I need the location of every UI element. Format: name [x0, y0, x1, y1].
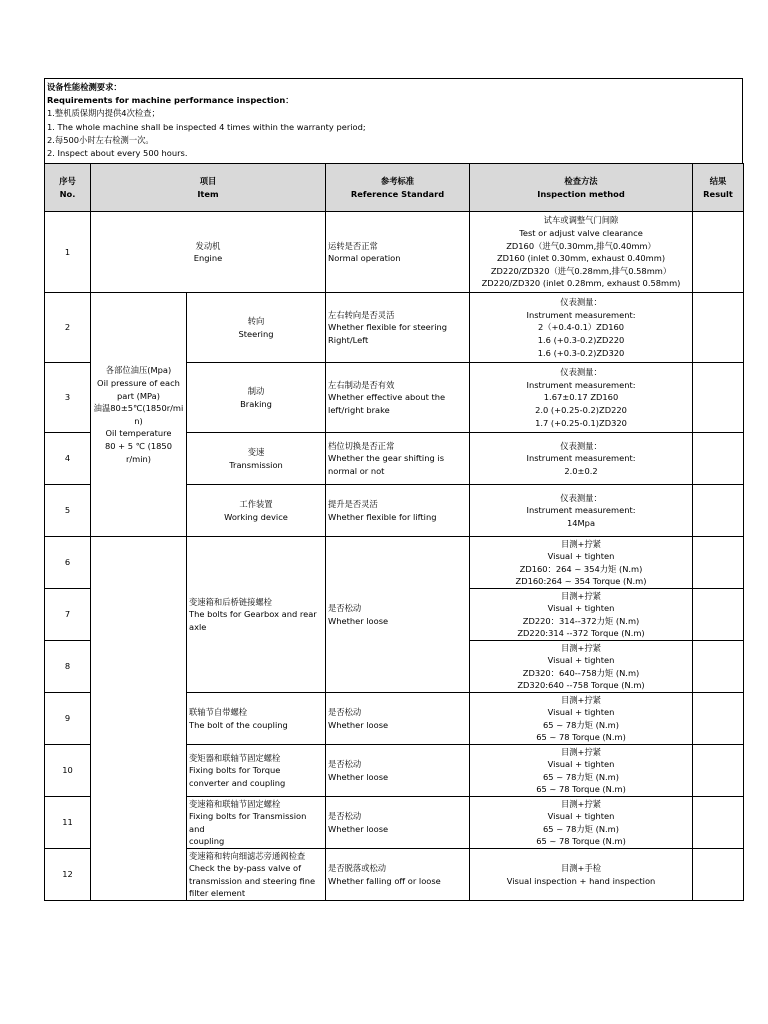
method-cell: 目测+拧紧 Visual + tighten 65 ~ 78力矩 (N.m) 65 ~ 78 Torque (N.m): [470, 797, 693, 849]
result-cell[interactable]: [693, 849, 744, 901]
item-cell: 变速箱和后桥链接螺栓 The bolts for Gearbox and rear axle: [187, 537, 326, 693]
result-cell[interactable]: [693, 745, 744, 797]
sub-item-cell: 变速 Transmission: [187, 433, 326, 485]
row-number: 1: [45, 212, 91, 293]
reference-cell: 档位切换是否正常 Whether the gear shifting is normal or not: [326, 433, 470, 485]
table-header-row: [45, 164, 744, 212]
header-item: 项目 Item: [91, 164, 326, 212]
method-cell: 目测+手检 Visual inspection + hand inspection: [470, 849, 693, 901]
result-cell[interactable]: [693, 797, 744, 849]
reference-cell: 左右制动是否有效 Whether effective about the left/right brake: [326, 363, 470, 433]
reference-cell: 左右转向是否灵活 Whether flexible for steering Right/Left: [326, 293, 470, 363]
intro-item1-en: 1. The whole machine shall be inspected 4 times within the warranty period;: [47, 121, 366, 132]
row-number: 11: [45, 797, 91, 849]
intro-item2-cn: 2.每500小时左右检测一次。: [47, 134, 154, 145]
method-cell: 目测+拧紧 Visual + tighten ZD320：640--758力矩 (N.m) ZD320:640 --758 Torque (N.m): [470, 641, 693, 693]
row-number: 3: [45, 363, 91, 433]
result-cell[interactable]: [693, 293, 744, 363]
row-number: 10: [45, 745, 91, 797]
requirements-intro: [44, 78, 743, 163]
reference-cell: 运转是否正常 Normal operation: [326, 212, 470, 293]
sub-item-cell: 工作装置 Working device: [187, 485, 326, 537]
row-number: 5: [45, 485, 91, 537]
row-number: 7: [45, 589, 91, 641]
reference-cell: 是否脱落或松动 Whether falling off or loose: [326, 849, 470, 901]
method-cell: 目测+拧紧 Visual + tighten ZD220：314--372力矩 (N.m) ZD220:314 --372 Torque (N.m): [470, 589, 693, 641]
method-cell: 仪表测量： Instrument measurement: 1.67±0.17 ZD160 2.0 (+0.25-0.2)ZD220 1.7 (+0.25-0.1)ZD320: [470, 363, 693, 433]
result-cell[interactable]: [693, 485, 744, 537]
inspection-document: [44, 78, 743, 901]
table-row: [45, 537, 744, 589]
intro-item1-cn: 1.整机质保期内提供4次检查；: [47, 108, 160, 119]
method-cell: 目测+拧紧 Visual + tighten ZD160：264 ~ 354力矩 (N.m) ZD160:264 ~ 354 Torque (N.m): [470, 537, 693, 589]
sub-item-cell: 转向 Steering: [187, 293, 326, 363]
method-cell: 仪表测量： Instrument measurement: 14Mpa: [470, 485, 693, 537]
oil-pressure-group: 各部位油压(Mpa) Oil pressure of each part (MPa) 油温80±5℃(1850r/mi n) Oil temperature 80 + 5 ℃ (1850 r/min): [91, 293, 187, 537]
header-method: 检查方法 Inspection method: [470, 164, 693, 212]
item-cell: 发动机 Engine: [91, 212, 326, 293]
item-cell: 变矩器和联轴节固定螺栓 Fixing bolts for Torque converter and coupling: [187, 745, 326, 797]
intro-title-cn: 设备性能检测要求：: [47, 82, 122, 92]
item-cell: 变速箱和联轴节固定螺栓 Fixing bolts for Transmission and coupling: [187, 797, 326, 849]
reference-cell: 是否松动 Whether loose: [326, 693, 470, 745]
header-result: 结果 Result: [693, 164, 744, 212]
sub-item-cell: 制动 Braking: [187, 363, 326, 433]
method-cell: 仪表测量： Instrument measurement: 2（+0.4-0.1）ZD160 1.6 (+0.3-0.2)ZD220 1.6 (+0.3-0.2)ZD320: [470, 293, 693, 363]
row-number: 12: [45, 849, 91, 901]
reference-cell: 是否松动 Whether loose: [326, 797, 470, 849]
reference-cell: 是否松动 Whether loose: [326, 745, 470, 797]
method-cell: 试车或调整气门间隙 Test or adjust valve clearance ZD160（进气0.30mm,排气0.40mm） ZD160 (inlet 0.30mm, exhaust 0.40mm) ZD220/ZD320（进气0.28mm,排气0.58mm） ZD220/ZD320 (inlet 0.28mm, exhaust 0.58mm): [470, 212, 693, 293]
result-cell[interactable]: [693, 363, 744, 433]
intro-title-en: Requirements for machine performance inspection：: [47, 95, 294, 106]
reference-cell: 提升是否灵活 Whether flexible for lifting: [326, 485, 470, 537]
intro-item2-en: 2. Inspect about every 500 hours.: [47, 148, 188, 159]
result-cell[interactable]: [693, 693, 744, 745]
row-number: 9: [45, 693, 91, 745]
method-cell: 目测+拧紧 Visual + tighten 65 ~ 78力矩 (N.m) 65 ~ 78 Torque (N.m): [470, 693, 693, 745]
method-cell: 目测+拧紧 Visual + tighten 65 ~ 78力矩 (N.m) 65 ~ 78 Torque (N.m): [470, 745, 693, 797]
row-number: 6: [45, 537, 91, 589]
result-cell[interactable]: [693, 589, 744, 641]
header-no: 序号 No.: [45, 164, 91, 212]
header-reference: 参考标准 Reference Standard: [326, 164, 470, 212]
result-cell[interactable]: [693, 641, 744, 693]
result-cell[interactable]: [693, 433, 744, 485]
method-cell: 仪表测量： Instrument measurement: 2.0±0.2: [470, 433, 693, 485]
row-number: 8: [45, 641, 91, 693]
item-cell: 变速箱和转向细滤芯旁通阀检查 Check the by-pass valve of transmission and steering fine filter element: [187, 849, 326, 901]
row-number: 2: [45, 293, 91, 363]
table-row: [45, 212, 744, 293]
item-cell: 联轴节自带螺栓 The bolt of the coupling: [187, 693, 326, 745]
table-row: [45, 293, 744, 363]
reference-cell: 是否松动 Whether loose: [326, 537, 470, 693]
result-cell[interactable]: [693, 537, 744, 589]
row-number: 4: [45, 433, 91, 485]
result-cell[interactable]: [693, 212, 744, 293]
blank-group-cell: [91, 537, 187, 901]
inspection-table: [44, 163, 744, 901]
